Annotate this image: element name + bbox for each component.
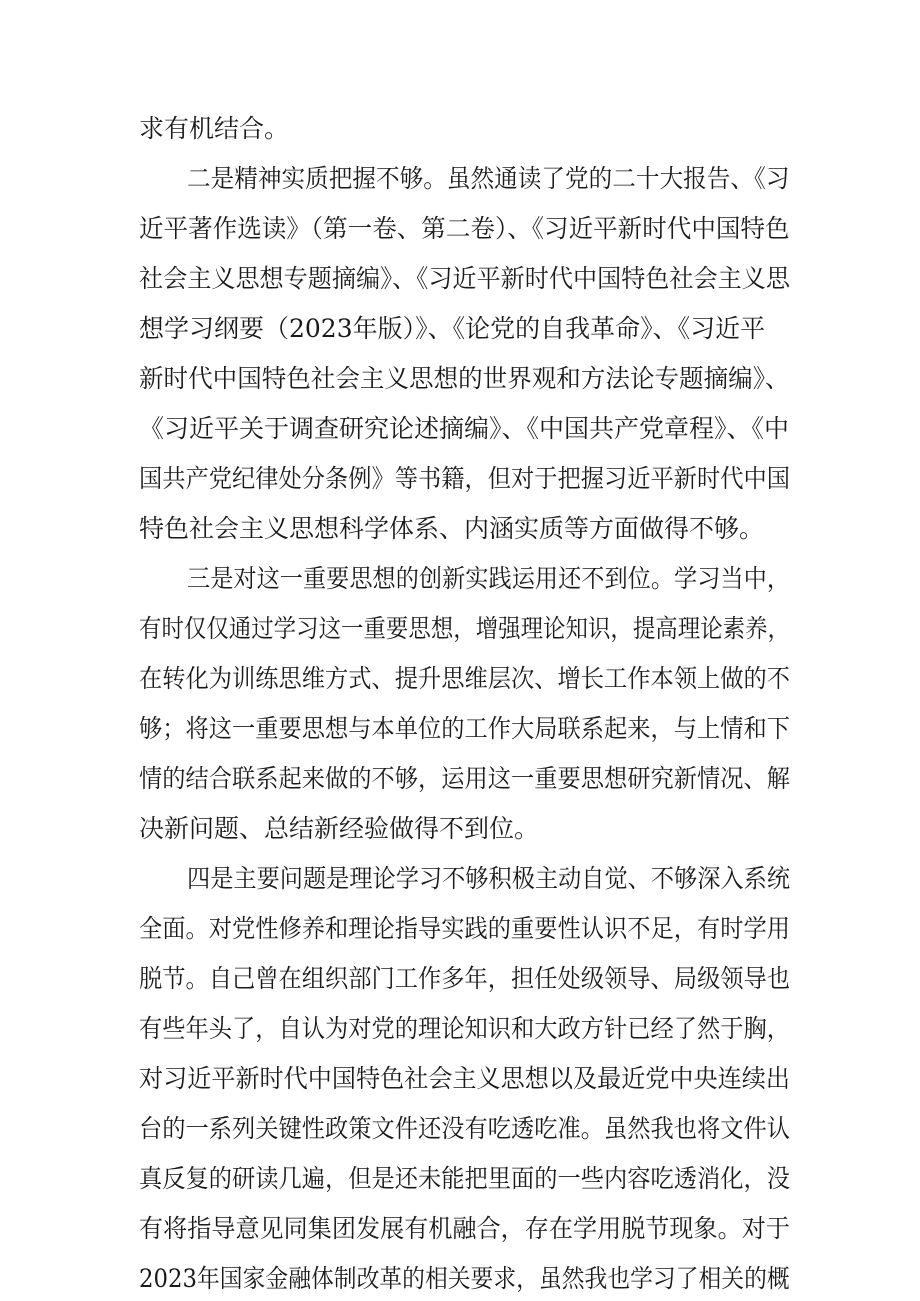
- text-line: 想学习纲要（2023年版）》、《论党的自我革命》、《习近平: [139, 314, 766, 343]
- text-line: 求有机结合。: [139, 114, 290, 143]
- text-line: 对习近平新时代中国特色社会主义思想以及最近党中央连续出: [139, 1064, 790, 1093]
- text-line: 三是对这一重要思想的创新实践运用还不到位。学习当中，: [187, 564, 791, 593]
- text-line: 够；将这一重要思想与本单位的工作大局联系起来，与上情和下: [139, 714, 791, 743]
- text-line: 在转化为训练思维方式、提升思维层次、增长工作本领上做的不: [139, 664, 791, 693]
- text-line: 特色社会主义思想科学体系、内涵实质等方面做得不够。: [139, 514, 765, 543]
- text-line: 《习近平关于调查研究论述摘编》、《中国共产党章程》、《中: [139, 414, 790, 443]
- text-line: 真反复的研读几遍，但是还未能把里面的一些内容吃透消化，没: [139, 1164, 791, 1193]
- text-line: 新时代中国特色社会主义思想的世界观和方法论专题摘编》、: [139, 364, 790, 393]
- text-line: 国共产党纪律处分条例》等书籍，但对于把握习近平新时代中国: [139, 464, 791, 493]
- text-line: 2023年国家金融体制改革的相关要求，虽然我也学习了相关的概: [139, 1264, 790, 1293]
- text-line: 近平著作选读》（第一卷、第二卷）、《习近平新时代中国特色: [139, 214, 790, 243]
- text-line: 情的结合联系起来做的不够，运用这一重要思想研究新情况、解: [139, 764, 791, 793]
- text-line: 全面。对党性修养和理论指导实践的重要性认识不足，有时学用: [139, 914, 791, 943]
- text-line: 有些年头了，自认为对党的理论知识和大政方针已经了然于胸，: [139, 1014, 791, 1043]
- text-line: 有将指导意见同集团发展有机融合，存在学用脱节现象。对于: [139, 1214, 790, 1243]
- text-line: 脱节。自己曾在组织部门工作多年，担任处级领导、局级领导也: [139, 964, 791, 993]
- text-line: 有时仅仅通过学习这一重要思想，增强理论知识，提高理论素养，: [139, 614, 790, 643]
- text-line: 台的一系列关键性政策文件还没有吃透吃准。虽然我也将文件认: [139, 1114, 791, 1143]
- text-line: 四是主要问题是理论学习不够积极主动自觉、不够深入系统: [187, 864, 791, 893]
- text-line: 二是精神实质把握不够。虽然通读了党的二十大报告、《习: [187, 164, 790, 193]
- text-line: 决新问题、总结新经验做得不到位。: [139, 814, 540, 843]
- text-line: 社会主义思想专题摘编》、《习近平新时代中国特色社会主义思: [139, 264, 790, 293]
